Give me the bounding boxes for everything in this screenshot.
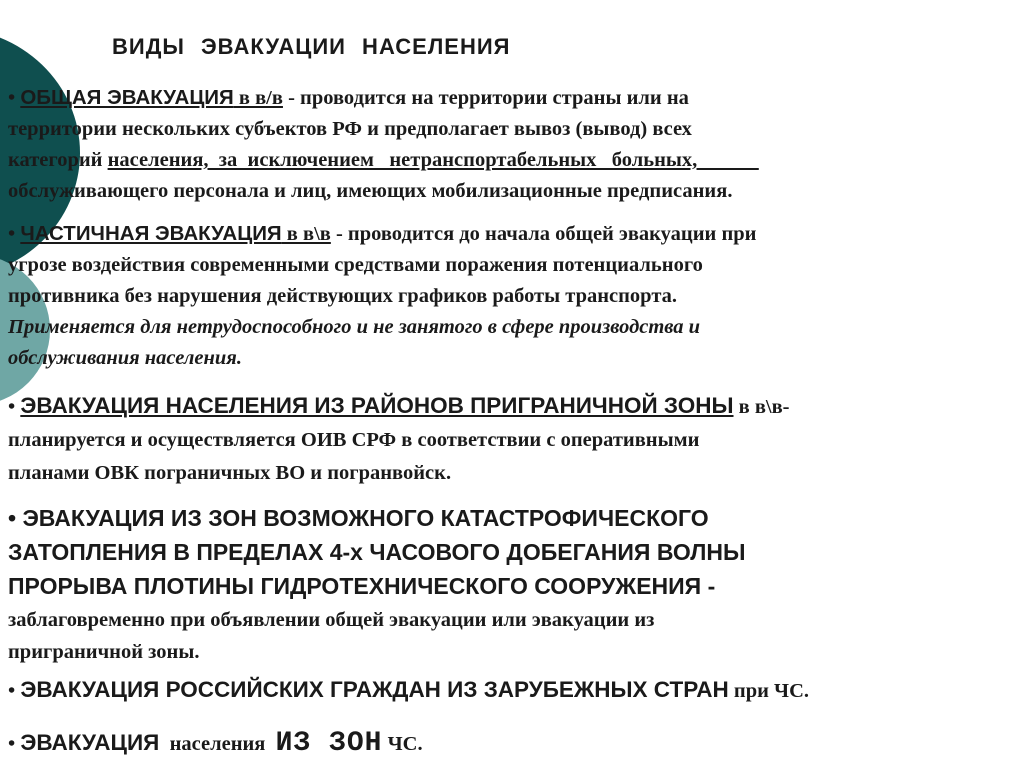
bullet-2-line-4: Применяется для нетрудоспособного и не занятого в сфере производства и xyxy=(8,316,701,338)
bullet-5-marker: • xyxy=(8,680,21,702)
bullet-1-line-3-a: категорий xyxy=(8,149,108,171)
bullet-1-marker: • xyxy=(8,87,16,109)
bullet-6-line xyxy=(8,728,423,759)
bullet-flood-zone-evacuation xyxy=(8,502,888,668)
bullet-3-term: ЭВАКУАЦИЯ НАСЕЛЕНИЯ ИЗ РАЙОНОВ ПРИГРАНИЧНОЙ ЗОНЫ xyxy=(20,393,734,418)
bullet-1-line-2: территории нескольких субъектов РФ и предполагает вывоз (вывод) всех xyxy=(8,118,692,140)
bullet-2-term: ЧАСТИЧНАЯ ЭВАКУАЦИЯ xyxy=(20,222,282,245)
bullet-border-zone-evacuation xyxy=(8,389,998,490)
bullet-6-mid: населения xyxy=(159,733,276,755)
bullet-partial-evacuation xyxy=(8,218,1016,374)
bullet-5-caps: ЭВАКУАЦИЯ РОССИЙСКИХ ГРАЖДАН ИЗ ЗАРУБЕЖНЫХ СТРАН xyxy=(20,677,729,702)
bullet-1-term: ОБЩАЯ ЭВАКУАЦИЯ xyxy=(20,86,234,109)
bullet-2-line-1-rest: - проводится до начала общей эвакуации при xyxy=(330,223,757,245)
bullet-foreign-evacuation xyxy=(8,677,998,703)
bullet-4-line-2: ЗАТОПЛЕНИЯ В ПРЕДЕЛАХ 4-х ЧАСОВОГО ДОБЕГАНИЯ ВОЛНЫ xyxy=(8,539,746,565)
bullet-3-line-2: планируется и осуществляется ОИВ СРФ в соответствии с оперативными xyxy=(8,429,700,451)
bullet-6-tail: ЧС. xyxy=(382,733,423,755)
bullet-6-caps: ЭВАКУАЦИЯ xyxy=(20,730,160,755)
bullet-2-line-5: обслуживания населения. xyxy=(8,347,242,369)
bullet-1-line-3 xyxy=(8,149,759,171)
bullet-3-line-1 xyxy=(8,393,790,418)
bullet-1-line-1 xyxy=(8,87,689,109)
bullet-4-line-1: • ЭВАКУАЦИЯ ИЗ ЗОН ВОЗМОЖНОГО КАТАСТРОФИЧЕСКОГО xyxy=(8,505,709,531)
bullet-5-line xyxy=(8,677,810,702)
bullet-5-tail: при ЧС. xyxy=(728,680,810,702)
bullet-6-marker: • xyxy=(8,733,21,755)
bullet-2-line-3: противника без нарушения действующих графиков работы транспорта. xyxy=(8,285,678,307)
bullet-4-line-5: приграничной зоны. xyxy=(8,641,200,663)
bullet-6-big: ИЗ ЗОН xyxy=(275,728,383,759)
bullet-1-line-4: обслуживающего персонала и лиц, имеющих мобилизационные предписания. xyxy=(8,180,733,202)
bullet-2-line-1 xyxy=(8,223,757,245)
bullet-2-suffix: в в\в xyxy=(281,223,331,245)
bullet-emergency-zone-evacuation xyxy=(8,728,998,759)
bullet-2-marker: • xyxy=(8,223,21,245)
bullet-1-line-1-rest: - проводится на территории страны или на xyxy=(282,87,689,109)
bullet-4-line-4: заблаговременно при объявлении общей эвакуации или эвакуации из xyxy=(8,609,655,631)
bullet-3-line-3: планами ОВК пограничных ВО и погранвойск. xyxy=(8,462,452,484)
bullet-2-line-2: угрозе воздействия современными средствами поражения потенциального xyxy=(8,254,703,276)
bullet-3-suffix: в в\в- xyxy=(733,396,790,418)
bullet-general-evacuation xyxy=(8,82,948,207)
bullet-3-marker: • xyxy=(8,396,21,418)
bullet-1-suffix: в в/в xyxy=(233,87,283,109)
bullet-4-line-3: ПРОРЫВА ПЛОТИНЫ ГИДРОТЕХНИЧЕСКОГО СООРУЖЕНИЯ - xyxy=(8,573,716,599)
bullet-1-line-3-underlined: населения, за исключением нетранспортабельных больных, xyxy=(107,149,759,171)
slide-title: ВИДЫ ЭВАКУАЦИИ НАСЕЛЕНИЯ xyxy=(112,34,511,59)
